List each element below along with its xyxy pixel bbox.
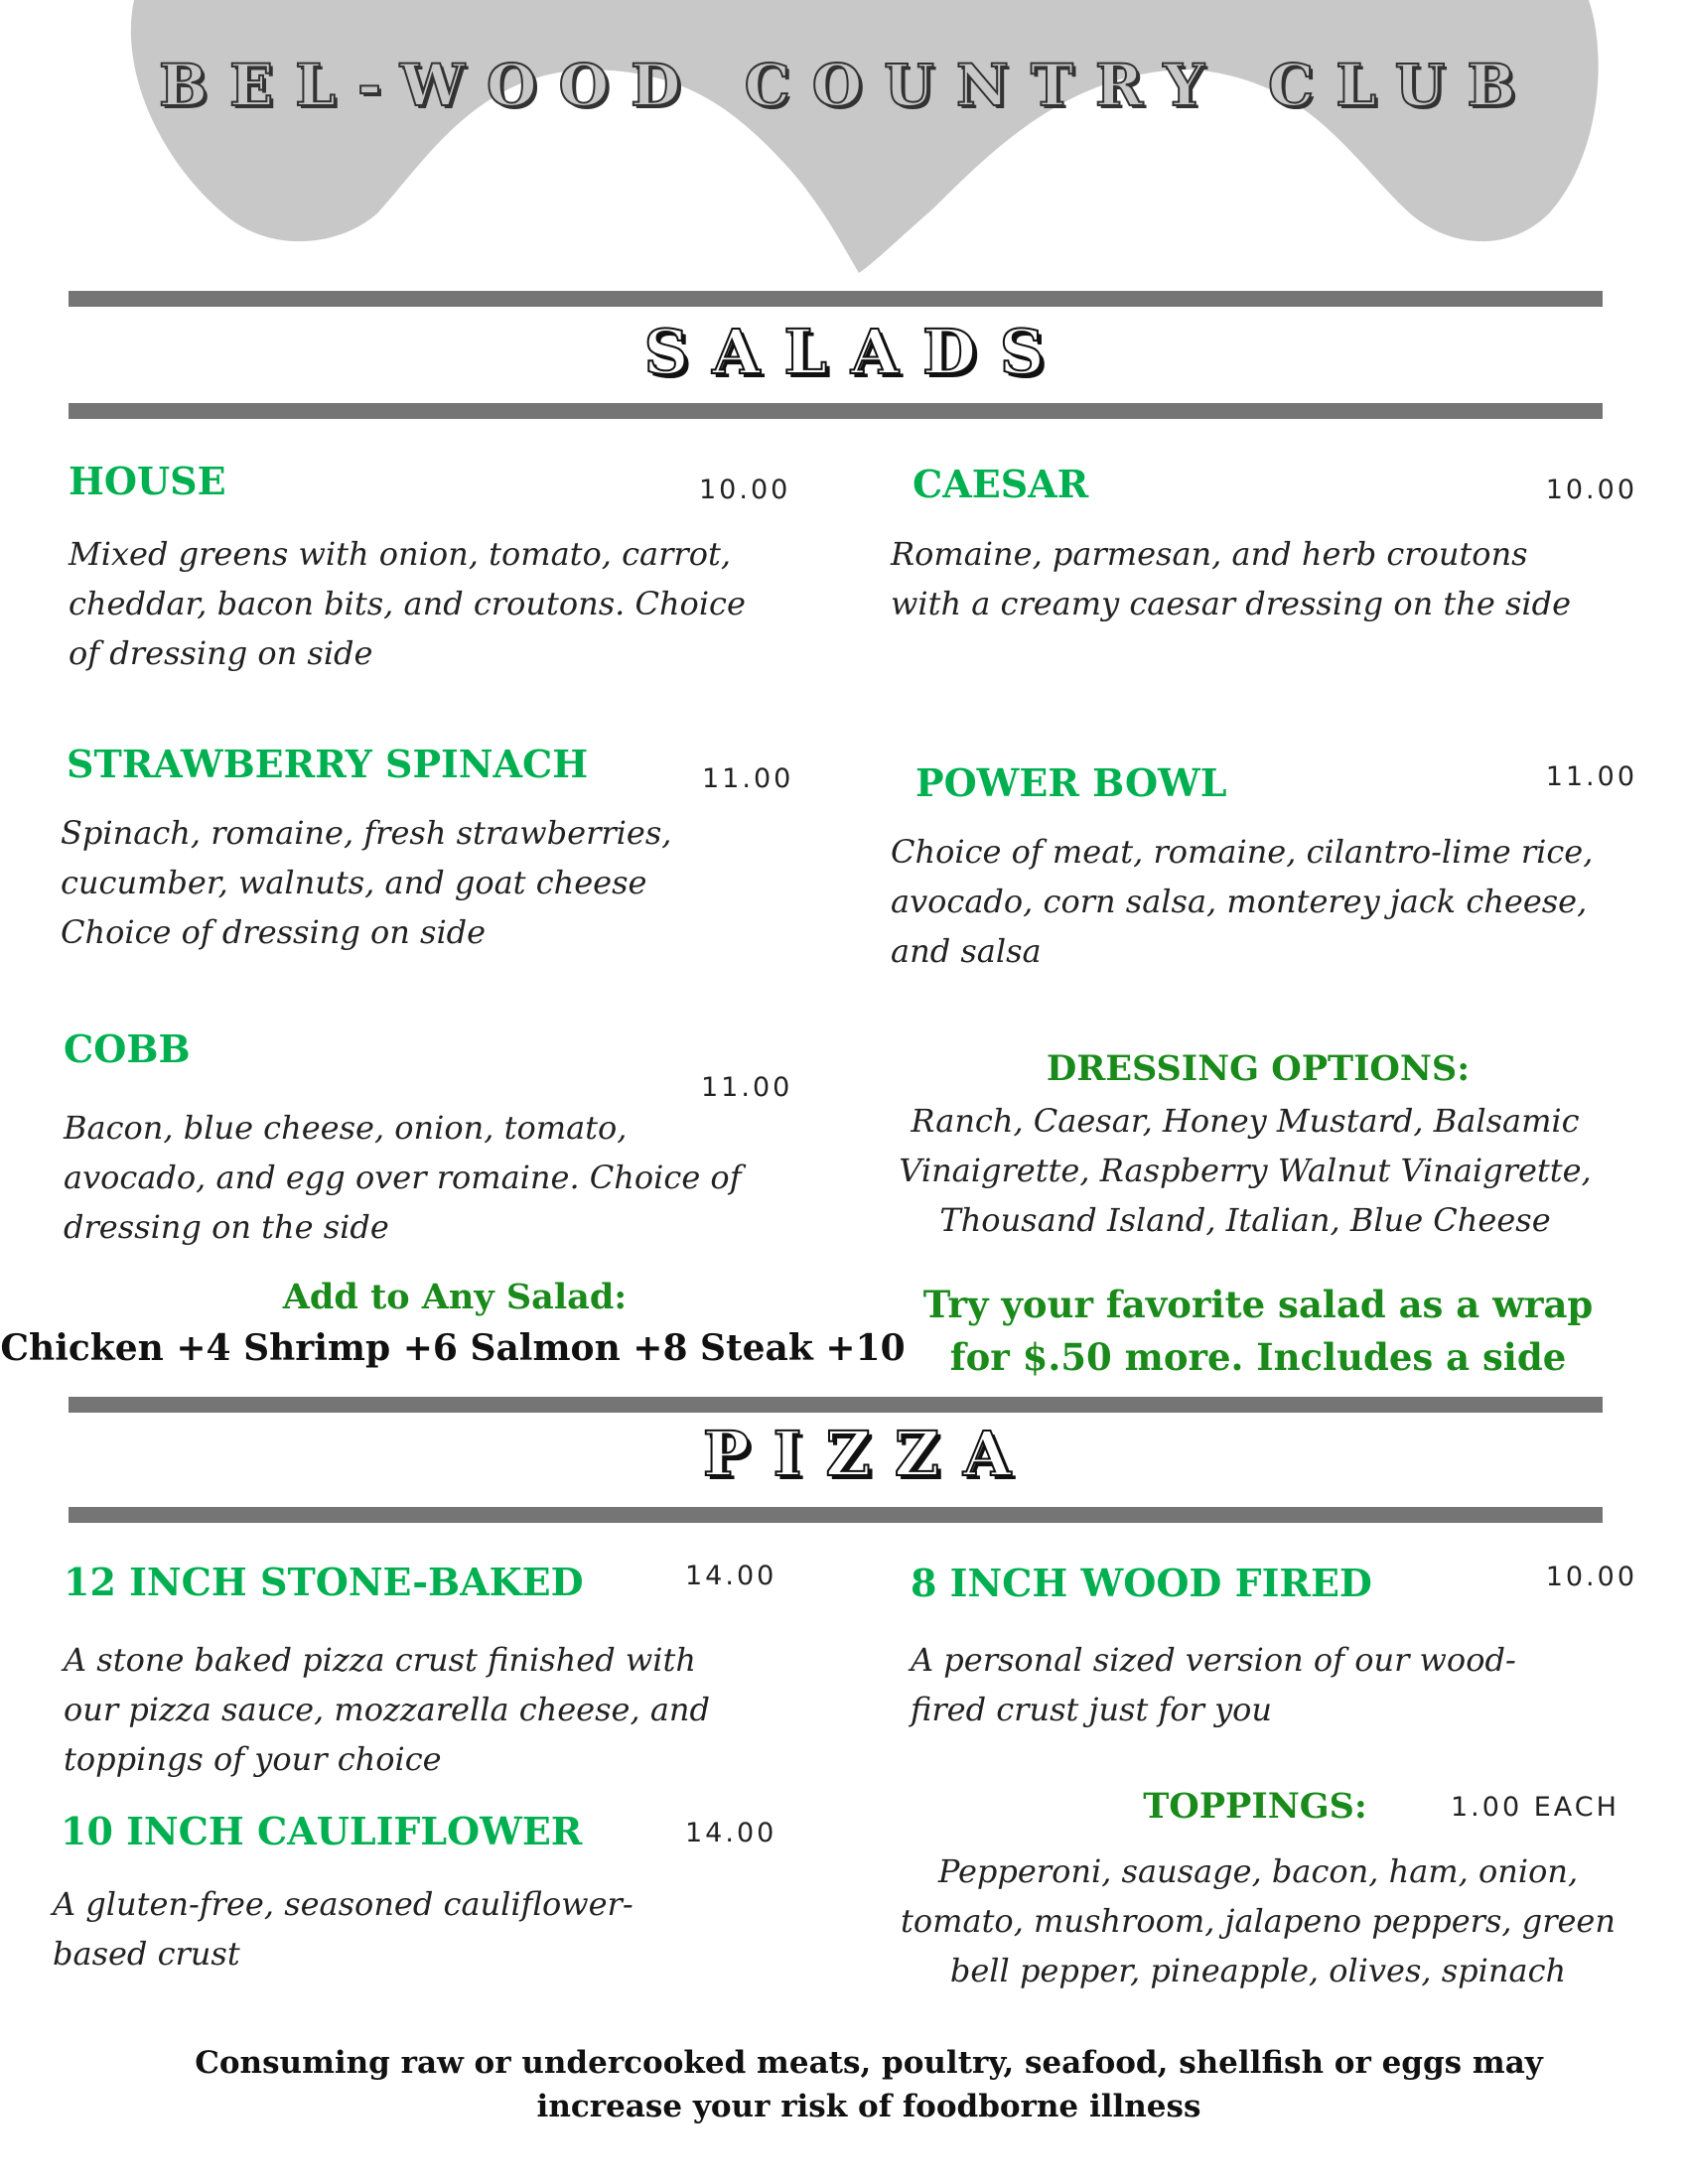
menu-item-name: CAESAR [913, 462, 1089, 506]
desc-line: and salsa [891, 932, 1042, 970]
section-heading-pizza: PIZZA [702, 1418, 1036, 1490]
menu-item-name: HOUSE [69, 459, 226, 503]
desc-line: Pepperoni, sausage, bacon, ham, onion, [937, 1852, 1579, 1890]
desc-line: cucumber, walnuts, and goat cheese [61, 864, 647, 901]
header-banner-shape [0, 0, 1688, 278]
menu-item-price: 11.00 [701, 1072, 793, 1103]
menu-item-name: 8 INCH WOOD FIRED [911, 1561, 1372, 1605]
desc-line: Ranch, Caesar, Honey Mustard, Balsamic [911, 1102, 1580, 1140]
menu-item-price: 10.00 [1545, 475, 1637, 505]
wrap-line: for $.50 more. Includes a side [949, 1335, 1567, 1379]
desc-line: A personal sized version of our wood- [911, 1641, 1516, 1679]
desc-line: toppings of your choice [64, 1740, 442, 1778]
menu-item-price: 11.00 [1545, 761, 1637, 792]
desc-line: A stone baked pizza crust finished with [64, 1641, 696, 1679]
menu-item-price: 10.00 [699, 475, 791, 505]
menu-item-name: POWER BOWL [915, 760, 1227, 805]
menu-item-description [69, 529, 746, 678]
desc-line: Thousand Island, Italian, Blue Cheese [939, 1201, 1551, 1239]
menu-item-description [64, 1635, 710, 1784]
menu-item-name: COBB [64, 1026, 191, 1071]
menu-item-description [61, 808, 671, 957]
desc-line: Choice of meat, romaine, cilantro-lime rice, [891, 833, 1594, 871]
desc-line: dressing on the side [64, 1208, 389, 1246]
menu-item-description [53, 1879, 633, 1979]
menu-item-name: 10 INCH CAULIFLOWER [61, 1809, 583, 1853]
desc-line: with a creamy caesar dressing on the side [891, 585, 1572, 622]
desc-line: Mixed greens with onion, tomato, carrot, [69, 535, 731, 573]
dressing-options-heading: DRESSING OPTIONS: [1046, 1048, 1471, 1089]
divider [69, 403, 1603, 419]
food-safety-disclaimer [195, 2041, 1543, 2128]
divider [69, 1397, 1603, 1413]
desc-line: avocado, corn salsa, monterey jack cheese, [891, 883, 1588, 920]
desc-line: Romaine, parmesan, and herb croutons [891, 535, 1528, 573]
desc-line: cheddar, bacon bits, and croutons. Choice [69, 585, 746, 622]
disclaimer-line: increase your risk of foodborne illness [536, 2089, 1201, 2124]
desc-line: Bacon, blue cheese, onion, tomato, [64, 1109, 628, 1147]
desc-line: our pizza sauce, mozzarella cheese, and [64, 1691, 710, 1728]
wrap-note [923, 1279, 1594, 1384]
menu-item-price: 14.00 [685, 1818, 777, 1848]
menu-item-description [64, 1103, 742, 1252]
desc-line: A gluten-free, seasoned cauliflower- [53, 1885, 633, 1923]
desc-line: Spinach, romaine, fresh strawberries, [61, 814, 672, 852]
desc-line: fired crust just for you [911, 1691, 1273, 1728]
wrap-line: Try your favorite salad as a wrap [922, 1283, 1594, 1326]
addons-heading: Add to Any Salad: [282, 1277, 628, 1317]
menu-item-description [911, 1635, 1516, 1734]
divider [69, 1507, 1603, 1523]
desc-line: based crust [53, 1935, 240, 1973]
desc-line: tomato, mushroom, jalapeno peppers, green [901, 1902, 1616, 1940]
disclaimer-line: Consuming raw or undercooked meats, poultry, seafood, shellfish or eggs may [195, 2045, 1543, 2081]
toppings-heading: TOPPINGS: [1143, 1786, 1367, 1827]
dressing-options-list [899, 1096, 1591, 1245]
menu-item-description [891, 827, 1593, 976]
menu-item-name: 12 INCH STONE-BAKED [64, 1560, 584, 1604]
desc-line: avocado, and egg over romaine. Choice of [64, 1159, 742, 1196]
menu-item-price: 11.00 [702, 763, 794, 794]
desc-line: bell pepper, pineapple, olives, spinach [949, 1952, 1567, 1989]
menu-item-price: 10.00 [1545, 1562, 1637, 1592]
section-heading-salads: SALADS [643, 316, 1068, 388]
toppings-price: 1.00 EACH [1451, 1792, 1619, 1823]
menu-item-price: 14.00 [685, 1561, 777, 1591]
menu-item-description [891, 529, 1571, 628]
divider [69, 291, 1603, 307]
desc-line: Choice of dressing on side [61, 913, 487, 951]
addons-list: Chicken +4 Shrimp +6 Salmon +8 Steak +10 [0, 1327, 906, 1369]
club-title: BEL-WOOD COUNTRY CLUB [159, 52, 1538, 119]
desc-line: of dressing on side [69, 634, 373, 672]
toppings-list [901, 1846, 1616, 1995]
menu-item-name: STRAWBERRY SPINACH [67, 742, 589, 786]
desc-line: Vinaigrette, Raspberry Walnut Vinaigrette, [899, 1152, 1592, 1189]
